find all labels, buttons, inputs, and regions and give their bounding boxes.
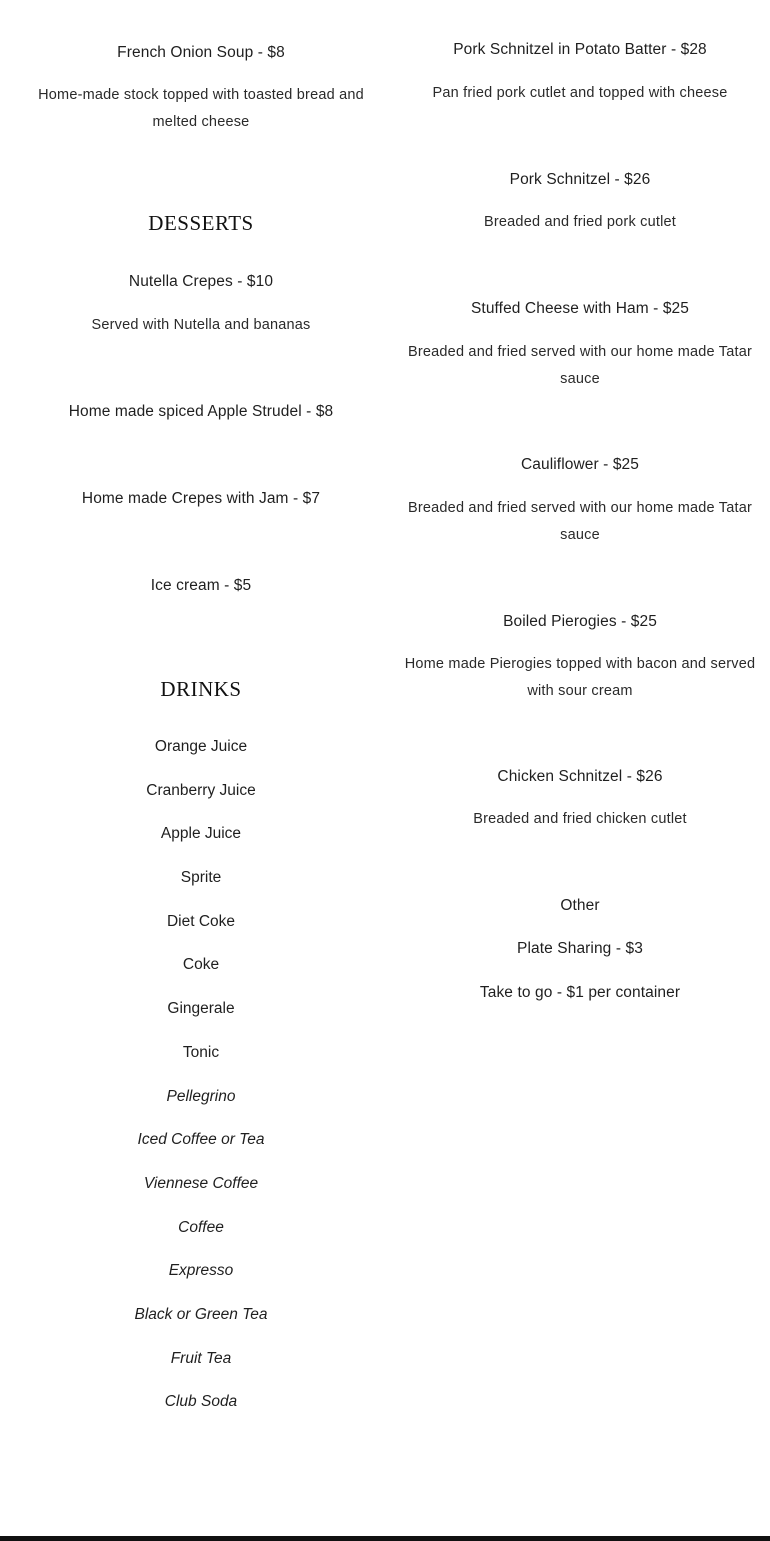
menu-item-name: Boiled Pierogies - $25 bbox=[503, 613, 657, 630]
drink-item: Gingerale bbox=[167, 1000, 235, 1017]
drink-item: Sprite bbox=[180, 869, 222, 886]
drink-item: Black or Green Tea bbox=[134, 1306, 268, 1323]
section-title-desserts: DESSERTS bbox=[148, 211, 254, 235]
menu-item-name: Chicken Schnitzel - $26 bbox=[497, 768, 663, 785]
menu-item-name: Pork Schnitzel in Potato Batter - $28 bbox=[453, 41, 707, 58]
drink-item: Club Soda bbox=[164, 1393, 238, 1410]
menu-item-name: Pork Schnitzel - $26 bbox=[509, 171, 651, 188]
menu-item-name: Home made spiced Apple Strudel - $8 bbox=[68, 403, 334, 420]
menu-item-description: Breaded and fried chicken cutlet bbox=[473, 811, 687, 827]
drink-item: Iced Coffee or Tea bbox=[137, 1131, 265, 1148]
section-title-drinks: DRINKS bbox=[160, 677, 242, 701]
menu-item-name: Stuffed Cheese with Ham - $25 bbox=[470, 300, 689, 317]
menu-item-description: Breaded and fried served with our home made Tatar sauce bbox=[407, 500, 753, 543]
menu-item-description: Breaded and fried pork cutlet bbox=[484, 214, 676, 230]
drink-item: Viennese Coffee bbox=[143, 1175, 259, 1192]
menu-item-name: Ice cream - $5 bbox=[150, 577, 252, 594]
drink-item: Orange Juice bbox=[154, 738, 248, 755]
menu-item-description: Served with Nutella and bananas bbox=[91, 317, 311, 333]
menu-item-description: Home made Pierogies topped with bacon and served with sour cream bbox=[404, 656, 756, 699]
drink-item: Apple Juice bbox=[160, 825, 242, 842]
drink-item: Fruit Tea bbox=[170, 1350, 232, 1367]
menu-item-description: Pan fried pork cutlet and topped with cheese bbox=[432, 85, 728, 101]
menu-item-name: Plate Sharing - $3 bbox=[517, 940, 643, 957]
menu-item-name: Cauliflower - $25 bbox=[520, 456, 639, 473]
menu-item-name: French Onion Soup - $8 bbox=[117, 44, 285, 61]
menu-item-name: Home made Crepes with Jam - $7 bbox=[81, 490, 321, 507]
bottom-divider bbox=[0, 1536, 770, 1541]
drink-item: Expresso bbox=[168, 1262, 234, 1279]
drink-item: Coffee bbox=[178, 1219, 224, 1236]
menu-item-name: Nutella Crepes - $10 bbox=[128, 273, 274, 290]
drink-item: Coke bbox=[182, 956, 220, 973]
menu-item-name: Take to go - $1 per container bbox=[479, 984, 681, 1001]
drink-item: Pellegrino bbox=[166, 1088, 236, 1105]
section-title-other: Other bbox=[560, 897, 600, 914]
drink-item: Tonic bbox=[182, 1044, 220, 1061]
drink-item: Diet Coke bbox=[166, 913, 236, 930]
menu-item-description: Breaded and fried served with our home made Tatar sauce bbox=[407, 344, 753, 387]
menu-item-description: Home-made stock topped with toasted bread and melted cheese bbox=[38, 87, 364, 130]
drink-item: Cranberry Juice bbox=[146, 782, 256, 799]
